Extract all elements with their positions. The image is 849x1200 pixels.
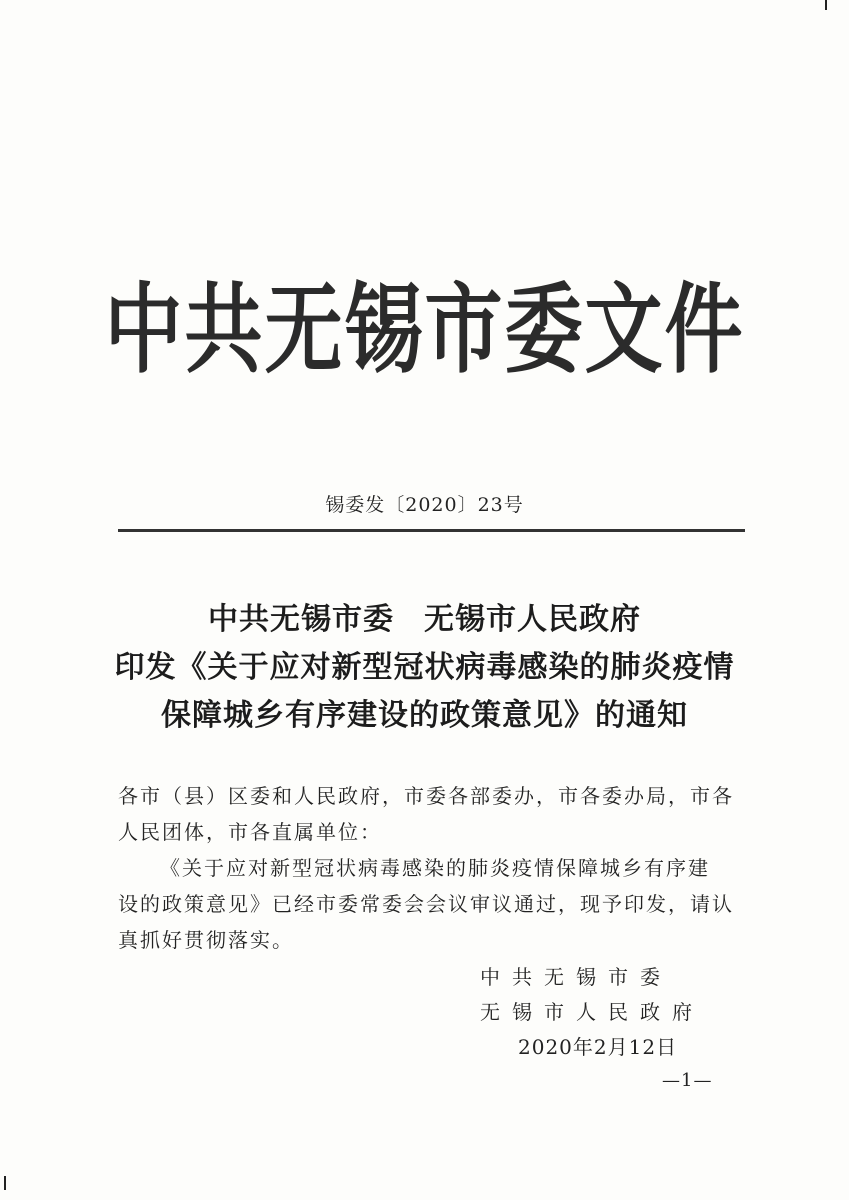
signature-issuer-1: 中共无锡市委 [480, 965, 672, 989]
notice-title-line-1 [0, 596, 849, 644]
notice-title-line-2: 印发《关于应对新型冠状病毒感染的肺炎疫情 [114, 650, 735, 685]
header-divider [118, 529, 745, 532]
scan-mark-bottom-left [4, 1176, 6, 1190]
page-number: —1— [662, 1070, 713, 1091]
notice-title-line-3: 保障城乡有序建设的政策意见》的通知 [161, 698, 688, 733]
recipients-line-2: 人民团体，市各直属单位： [118, 820, 382, 844]
body-paragraph-line-2: 设的政策意见》已经市委常委会会议审议通过，现予印发，请认 [118, 892, 734, 916]
recipients-line-1: 各市（县）区委和人民政府，市委各部委办，市各委办局，市各 [118, 784, 734, 808]
issuer-government: 无锡市人民政府 [424, 602, 641, 637]
issuer-party-committee: 中共无锡市委 [208, 602, 394, 637]
document-number: 锡委发〔2020〕23号 [325, 494, 524, 516]
body-paragraph-line-3: 真抓好贯彻落实。 [118, 928, 294, 952]
notice-body [118, 778, 748, 958]
scan-mark-top-right [825, 0, 827, 10]
document-header-title: 中共无锡市委文件 [104, 274, 745, 387]
signature-date: 2020年2月12日 [518, 1035, 678, 1059]
signature-block [480, 960, 704, 1065]
signature-issuer-2: 无锡市人民政府 [480, 1000, 704, 1024]
body-paragraph-line-1: 《关于应对新型冠状病毒感染的肺炎疫情保障城乡有序建 [160, 856, 710, 880]
notice-title [0, 596, 849, 740]
